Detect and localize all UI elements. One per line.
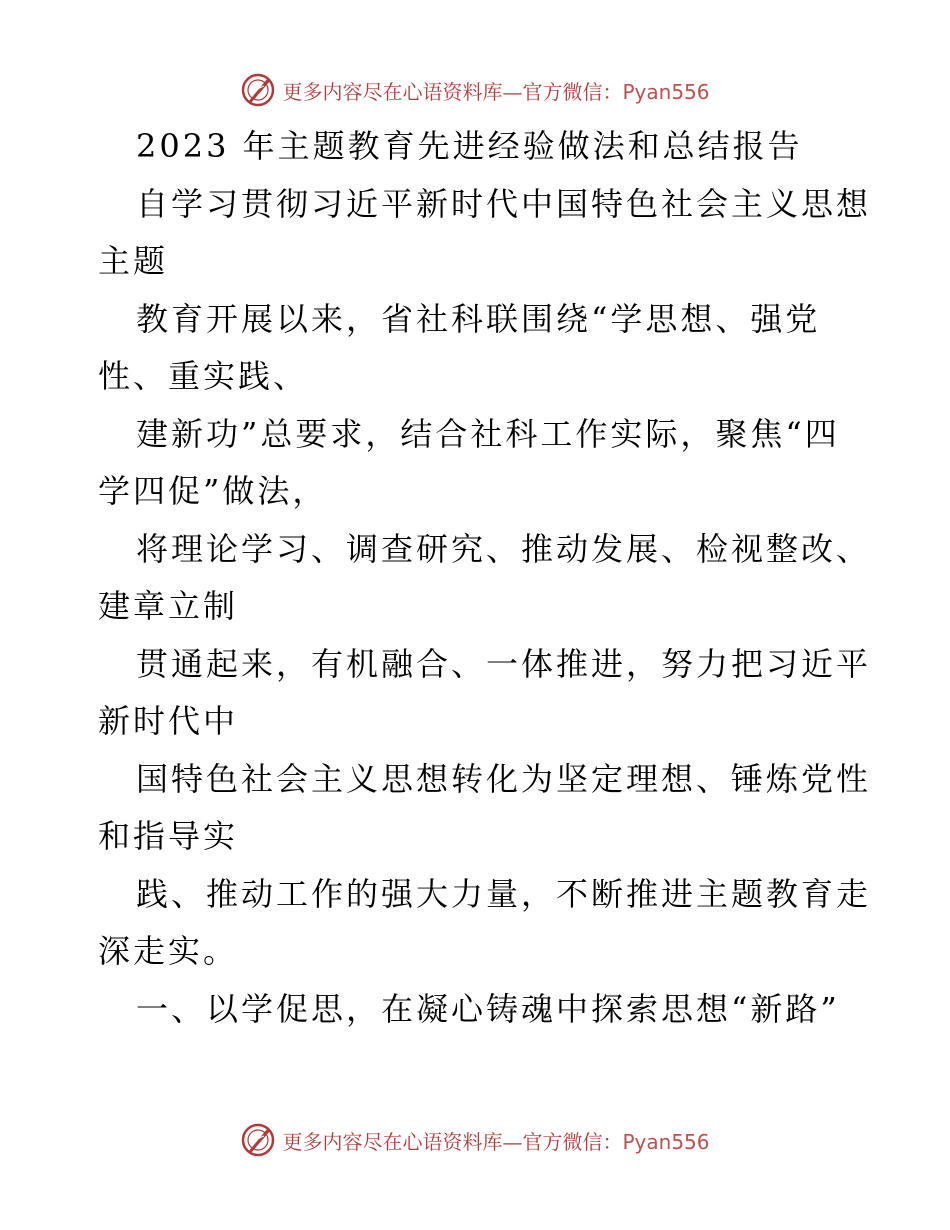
text-line: 教育开展以来，省社科联围绕“学思想、强党 — [136, 299, 821, 338]
text-line: 国特色社会主义思想转化为坚定理想、锤炼党性 — [136, 759, 872, 798]
text-line: 2023 年主题教育先进经验做法和总结报告 — [136, 127, 803, 165]
header-watermark-banner — [0, 70, 950, 110]
text-line: 和指导实 — [98, 817, 239, 855]
text-line: 深走实。 — [98, 932, 239, 970]
quill-seal-icon — [240, 72, 276, 108]
footer-watermark-banner — [0, 1120, 950, 1160]
wechat-id: Pyan556 — [622, 1129, 710, 1154]
watermark-text — [282, 1126, 709, 1155]
text-line: 自学习贯彻习近平新时代中国特色社会主义思想 — [136, 184, 872, 223]
text-line: 性、重实践、 — [98, 357, 309, 395]
text-line: 一、以学促思，在凝心铸魂中探索思想“新路” — [136, 989, 840, 1028]
wechat-id: Pyan556 — [622, 79, 710, 104]
text-line: 建新功”总要求，结合社科工作实际，聚焦“四 — [136, 414, 840, 453]
watermark-label: 更多内容尽在心语资料库—官方微信： — [282, 79, 623, 104]
text-line: 主题 — [98, 242, 169, 280]
document-body — [98, 118, 872, 1038]
watermark-text — [282, 76, 709, 105]
watermark-label: 更多内容尽在心语资料库—官方微信： — [282, 1129, 623, 1154]
quill-seal-icon — [240, 1122, 276, 1158]
text-line: 践、推动工作的强大力量，不断推进主题教育走 — [136, 874, 872, 913]
text-line: 学四促”做法， — [98, 472, 328, 510]
text-line: 新时代中 — [98, 702, 239, 740]
text-line: 贯通起来，有机融合、一体推进，努力把习近平 — [136, 644, 872, 683]
text-line: 建章立制 — [98, 587, 239, 625]
text-line: 将理论学习、调查研究、推动发展、检视整改、 — [136, 529, 872, 568]
